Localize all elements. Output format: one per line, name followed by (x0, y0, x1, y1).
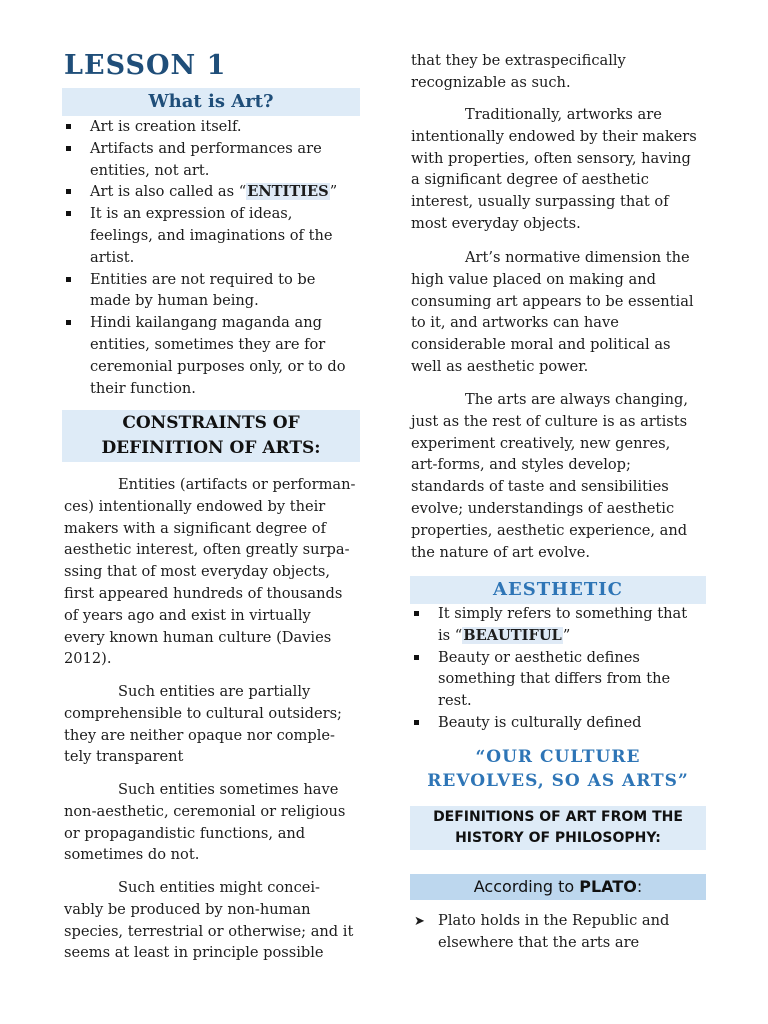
changing-paragraph: The arts are always changing, just as the rest of culture is as artists experiment creatively, new genres, art-forms, and styles develop; standards of taste and sensibilities evolve; understandings of aesthetic properties, aesthetic experience, and the nature of art evolve. (411, 391, 689, 561)
bullet-square-icon (66, 277, 71, 282)
beautiful-highlight: BEAUTIFUL (463, 626, 562, 644)
list-item: Art is creation itself. (62, 116, 362, 138)
constraints-paragraph-3: Such entities sometimes have non-aesthetic, ceremonial or religious or propagandistic functions, and sometimes do not. (64, 781, 346, 864)
aesthetic-list (410, 603, 708, 734)
what-is-art-heading: What is Art? (62, 88, 360, 116)
bullet-square-icon (66, 124, 71, 129)
definitions-heading: DEFINITIONS OF ART FROM THE HISTORY OF PHILOSOPHY: (410, 806, 706, 850)
normative-paragraph: Art’s normative dimension the high value placed on making and consuming art appears to be essential to it, and artworks can have considerable moral and political as well as aesthetic power. (411, 249, 694, 375)
bullet-square-icon (66, 320, 71, 325)
list-item: Artifacts and performances are entities, not art. (62, 138, 362, 182)
constraints-heading: CONSTRAINTS OF DEFINITION OF ARTS: (62, 410, 360, 462)
bullet-square-icon (414, 655, 419, 660)
plato-list-item: ➤ Plato holds in the Republic and elsewhere that the arts are (414, 912, 670, 951)
bullet-square-icon (66, 146, 71, 151)
constraints-paragraph-1: Entities (artifacts or performan- ces) intentionally endowed by their makers with a significant degree of aesthetic interest, often greatly surpa- ssing that of most everyday objects, first appeared hundreds of thousands of years ago and exist in virtually every known human culture (Davies 2012). (64, 476, 356, 668)
bullet-square-icon (414, 611, 419, 616)
list-item: Beauty or aesthetic defines something that differs from the rest. (410, 647, 708, 712)
what-is-art-list (62, 116, 362, 399)
bullet-square-icon (414, 720, 419, 725)
culture-heading: “OUR CULTURE REVOLVES, SO AS ARTS” (427, 747, 689, 791)
aesthetic-heading: AESTHETIC (410, 576, 706, 604)
continued-paragraph: that they be extraspecifically recognizable as such. (411, 52, 626, 91)
list-item: Hindi kailangang maganda ang entities, sometimes they are for ceremonial purposes only, or to do their function. (62, 312, 362, 399)
entities-highlight: ENTITIES (247, 183, 329, 201)
traditionally-paragraph: Traditionally, artworks are intentionally endowed by their makers with properties, often sensory, having a significant degree of aesthetic interest, usually surpassing that of most everyday objects. (411, 106, 697, 232)
constraints-paragraph-2: Such entities are partially comprehensible to cultural outsiders; they are neither opaque nor comple- tely transparent (64, 683, 342, 766)
list-item: Entities are not required to be made by human being. (62, 269, 362, 313)
bullet-square-icon (66, 189, 71, 194)
bullet-square-icon (66, 211, 71, 216)
constraints-paragraph-4: Such entities might concei- vably be produced by non-human species, terrestrial or otherwise; and it seems at least in principle possible (64, 879, 354, 962)
plato-heading: According to PLATO: (410, 874, 706, 900)
arrow-bullet-icon: ➤ (414, 914, 425, 929)
list-item: Art is also called as “ENTITIES” (62, 181, 362, 203)
list-item: Beauty is culturally defined (410, 712, 708, 734)
lesson-title: LESSON 1 (64, 50, 227, 81)
list-item: It simply refers to something that is “BEAUTIFUL” (410, 603, 708, 647)
list-item: It is an expression of ideas, feelings, and imaginations of the artist. (62, 203, 362, 268)
